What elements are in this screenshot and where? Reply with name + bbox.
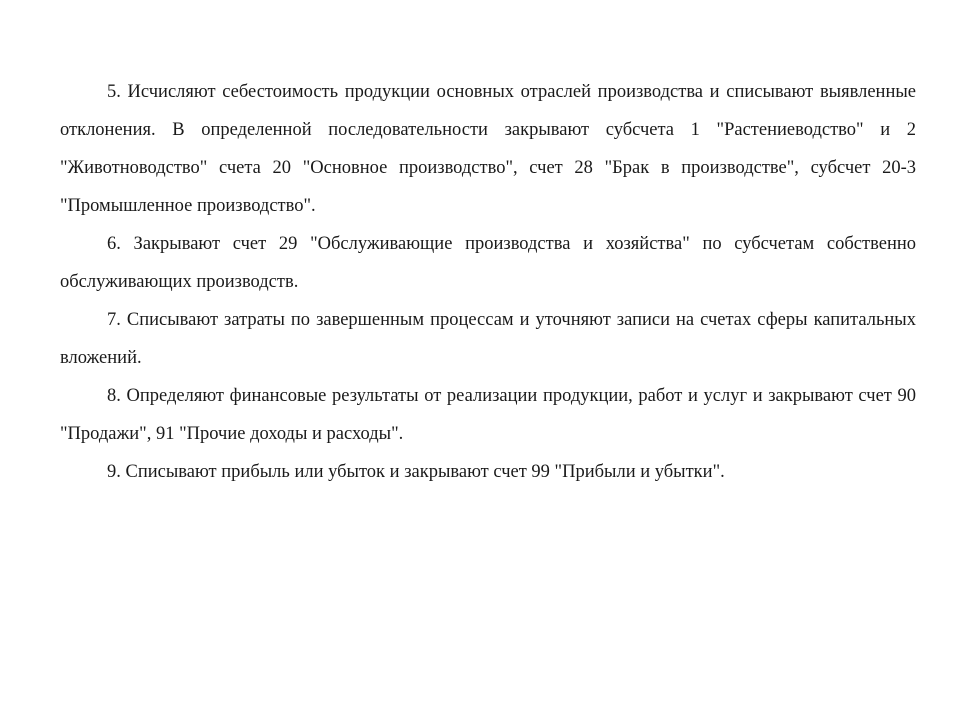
paragraph-step-8: 8. Определяют финансовые результаты от реализации продукции, работ и услуг и закрывают счет 90 "Продажи", 91 "Прочие доходы и расходы". <box>60 386 916 444</box>
paragraph-step-6: 6. Закрывают счет 29 "Обслуживающие производства и хозяйства" по субсчетам собственно обслуживающих производств. <box>60 234 916 292</box>
paragraph-step-7: 7. Списывают затраты по завершенным процессам и уточняют записи на счетах сферы капитальных вложений. <box>60 310 916 368</box>
document-body <box>60 73 916 491</box>
paragraph-step-9: 9. Списывают прибыль или убыток и закрывают счет 99 "Прибыли и убытки". <box>107 462 725 482</box>
paragraph-step-5: 5. Исчисляют себестоимость продукции основных отраслей производства и списывают выявленные отклонения. В определенной последовательности закрывают субсчета 1 "Растениеводство" и 2 "Животноводство" счета 20 "Основное производство", счет 28 "Брак в производстве", субсчет 20-3 "Промышленное производство". <box>60 82 916 216</box>
